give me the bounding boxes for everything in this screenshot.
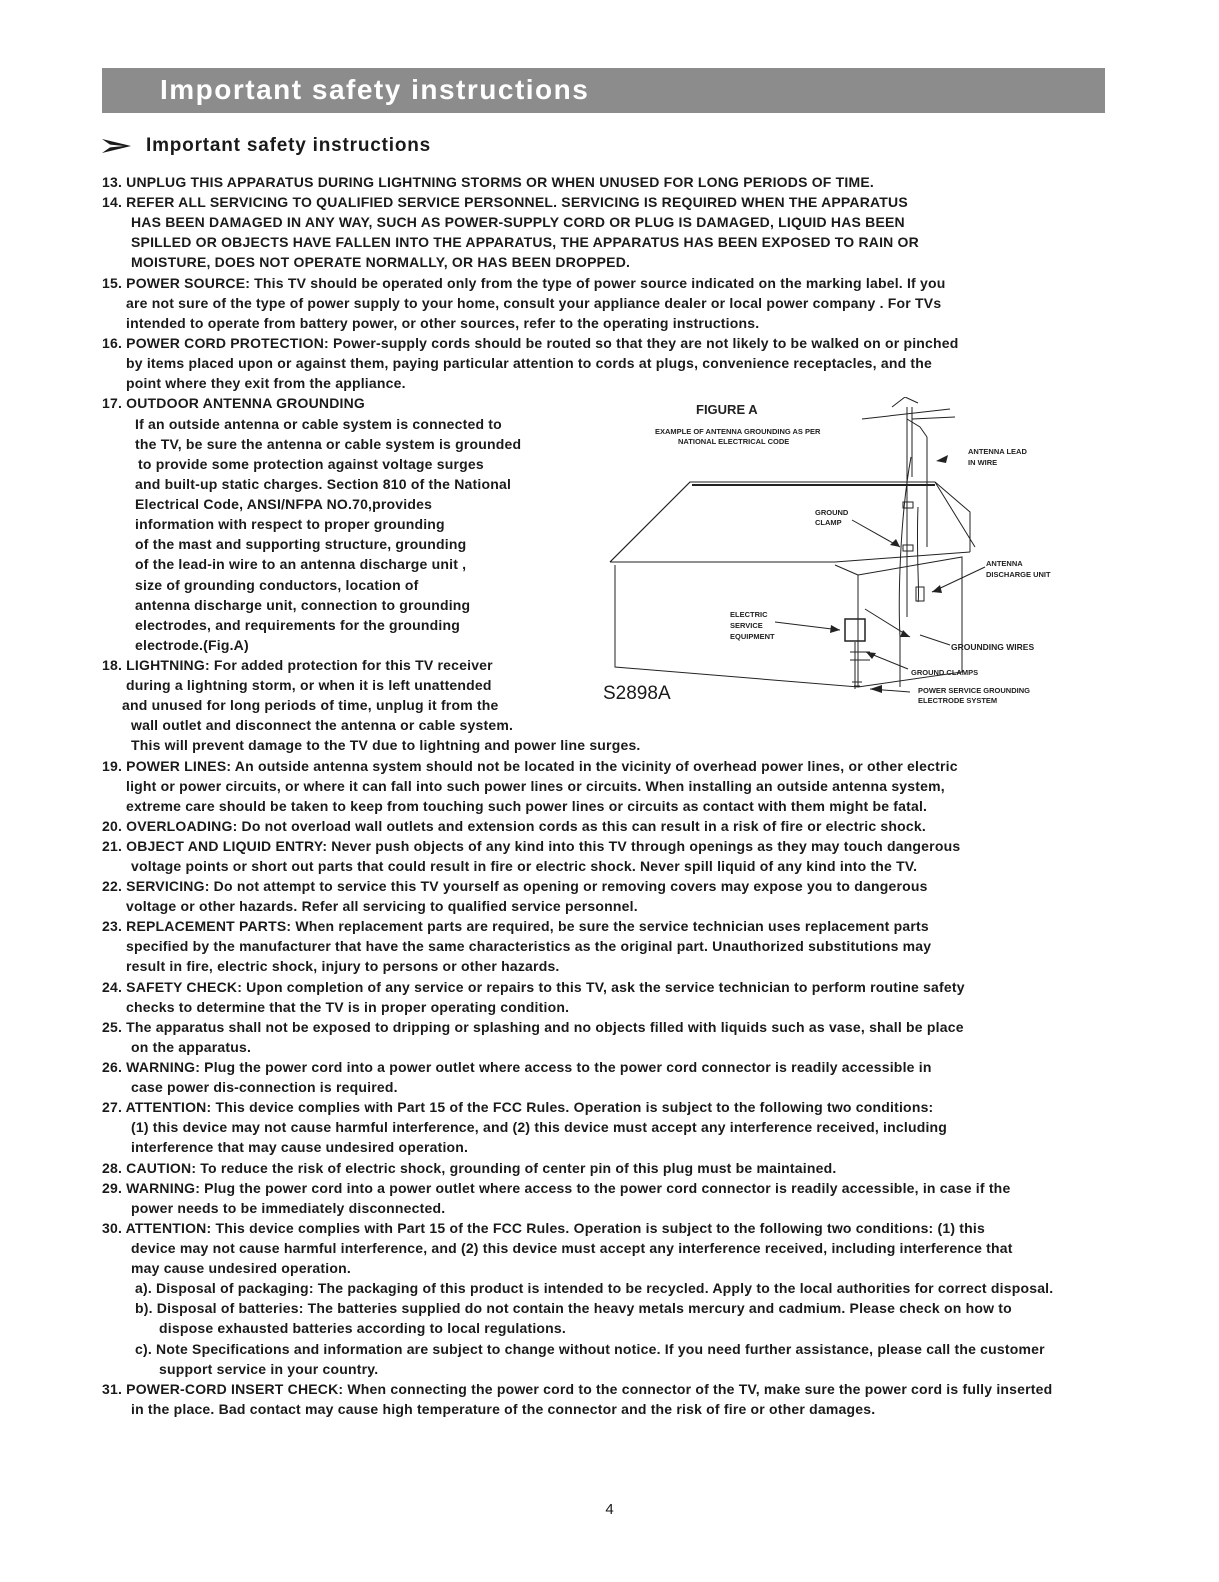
- item-17-line: If an outside antenna or cable system is connected to: [135, 416, 502, 432]
- label-ground-clamp: GROUND: [815, 508, 849, 517]
- item-17-line: antenna discharge unit, connection to grounding: [135, 597, 471, 613]
- item-19-line: light or power circuits, or where it can fall into such power lines or circuits. When installing an outside antenna system,: [126, 778, 945, 794]
- item-16-line: point where they exit from the appliance.: [126, 375, 406, 391]
- item-27-line: (1) this device may not cause harmful interference, and (2) this device must accept any interference received, including: [131, 1119, 948, 1135]
- section-heading-text: Important safety instructions: [146, 135, 432, 156]
- item-13: 13. UNPLUG THIS APPARATUS DURING LIGHTNING STORMS OR WHEN UNUSED FOR LONG PERIODS OF TIME.: [102, 174, 874, 190]
- item-21: 21. OBJECT AND LIQUID ENTRY: Never push objects of any kind into this TV through openings as they may touch dangerous: [102, 838, 961, 854]
- item-25-line: on the apparatus.: [131, 1039, 252, 1055]
- label-electric-service: ELECTRIC: [730, 610, 768, 619]
- item-17-line: of the mast and supporting structure, grounding: [135, 536, 467, 552]
- item-17-line: information with respect to proper grounding: [135, 516, 445, 532]
- item-30-c: c). Note Specifications and information are subject to change without notice. If you need further assistance, please call the customer: [135, 1341, 1045, 1357]
- figure-caption-2: NATIONAL ELECTRICAL CODE: [678, 437, 790, 446]
- item-15-line: intended to operate from battery power, or other sources, refer to the operating instructions.: [126, 315, 760, 331]
- item-27: 27. ATTENTION: This device complies with Part 15 of the FCC Rules. Operation is subject to the following two conditions:: [102, 1099, 934, 1115]
- item-29-line: power needs to be immediately disconnected.: [131, 1200, 446, 1216]
- item-24: 24. SAFETY CHECK: Upon completion of any service or repairs to this TV, ask the service technician to perform routine safety: [102, 979, 965, 995]
- item-30-b: b). Disposal of batteries: The batteries supplied do not contain the heavy metals mercury and cadmium. Please check on how to: [135, 1300, 1012, 1316]
- item-19: 19. POWER LINES: An outside antenna system should not be located in the vicinity of overhead power lines, or other electric: [102, 758, 958, 774]
- item-18: 18. LIGHTNING: For added protection for this TV receiver: [102, 657, 493, 673]
- model-number: S2898A: [603, 683, 671, 704]
- house-diagram: [600, 397, 1080, 717]
- item-30-a: a). Disposal of packaging: The packaging of this product is intended to be recycled. Apply to the local authorities for correct disposal.: [135, 1280, 1054, 1296]
- item-17-line: and built-up static charges. Section 810 of the National: [135, 476, 512, 492]
- label-electric-service-2: SERVICE: [730, 621, 763, 630]
- item-15-line: are not sure of the type of power supply to your home, consult your appliance dealer or local power company . For TVs: [126, 295, 942, 311]
- item-17-line: to provide some protection against voltage surges: [138, 456, 484, 472]
- item-31: 31. POWER-CORD INSERT CHECK: When connecting the power cord to the connector of the TV, make sure the power cord is fully inserted: [102, 1381, 1053, 1397]
- item-17-line: of the lead-in wire to an antenna discharge unit ,: [135, 556, 467, 572]
- item-25: 25. The apparatus shall not be exposed to dripping or splashing and no objects filled with liquids such as vase, shall be place: [102, 1019, 964, 1035]
- item-14: 14. REFER ALL SERVICING TO QUALIFIED SERVICE PERSONNEL. SERVICING IS REQUIRED WHEN THE APPARATUS: [102, 194, 908, 210]
- label-grounding-wires: GROUNDING WIRES: [951, 642, 1035, 652]
- item-26-line: case power dis-connection is required.: [131, 1079, 398, 1095]
- item-15: 15. POWER SOURCE: This TV should be operated only from the type of power source indicated on the marking label. If you: [102, 275, 946, 291]
- item-30-b-line: dispose exhausted batteries according to local regulations.: [159, 1320, 567, 1336]
- arrow-icon: [102, 138, 132, 154]
- item-29: 29. WARNING: Plug the power cord into a power outlet where access to the power cord connector is readily accessible, in case if the: [102, 1180, 1011, 1196]
- item-16-line: by items placed upon or against them, paying particular attention to cords at plugs, convenience receptacles, and the: [126, 355, 933, 371]
- item-17: 17. OUTDOOR ANTENNA GROUNDING: [102, 395, 365, 411]
- item-21-line: voltage points or short out parts that could result in fire or electric shock. Never spill liquid of any kind into the TV.: [131, 858, 918, 874]
- item-22: 22. SERVICING: Do not attempt to service this TV yourself as opening or removing covers may expose you to dangerous: [102, 878, 928, 894]
- item-31-line: in the place. Bad contact may cause high temperature of the connector and the risk of fire or other damages.: [131, 1401, 876, 1417]
- label-power-service: POWER SERVICE GROUNDING: [918, 686, 1030, 695]
- item-23: 23. REPLACEMENT PARTS: When replacement parts are required, be sure the service technician uses replacement parts: [102, 918, 929, 934]
- label-ground-clamps: GROUND CLAMPS: [911, 668, 979, 677]
- item-18-line: wall outlet and disconnect the antenna or cable system.: [131, 717, 514, 733]
- label-power-service-2: ELECTRODE SYSTEM: [918, 696, 998, 705]
- item-30-c-line: support service in your country.: [159, 1361, 379, 1377]
- item-30-line: device may not cause harmful interference, and (2) this device must accept any interference received, including interference that: [131, 1240, 1013, 1256]
- item-26: 26. WARNING: Plug the power cord into a power outlet where access to the power cord connector is readily accessible in: [102, 1059, 932, 1075]
- item-17-line: size of grounding conductors, location of: [135, 577, 419, 593]
- item-18-line: and unused for long periods of time, unplug it from the: [122, 697, 499, 713]
- label-electric-service-3: EQUIPMENT: [730, 632, 775, 641]
- item-14-line: HAS BEEN DAMAGED IN ANY WAY, SUCH AS POWER-SUPPLY CORD OR PLUG IS DAMAGED, LIQUID HAS BEEN: [131, 214, 905, 230]
- label-ground-clamp-2: CLAMP: [815, 518, 842, 527]
- item-23-line: specified by the manufacturer that have the same characteristics as the original part. Unauthorized substitutions may: [126, 938, 932, 954]
- figure-title: FIGURE A: [696, 402, 758, 417]
- label-discharge-unit: ANTENNA: [986, 559, 1023, 568]
- item-22-line: voltage or other hazards. Refer all servicing to qualified service personnel.: [126, 898, 638, 914]
- label-antenna-lead-2: IN WIRE: [968, 458, 998, 467]
- item-23-line: result in fire, electric shock, injury to persons or other hazards.: [126, 958, 560, 974]
- page-number: 4: [605, 1501, 614, 1518]
- item-28: 28. CAUTION: To reduce the risk of electric shock, grounding of center pin of this plug must be maintained.: [102, 1160, 837, 1176]
- header-banner: [102, 68, 1105, 113]
- page-title: Important safety instructions: [160, 74, 590, 105]
- item-19-line: extreme care should be taken to keep from touching such power lines or circuits as contact with them might be fatal.: [126, 798, 928, 814]
- item-30-line: may cause undesired operation.: [131, 1260, 351, 1276]
- item-16: 16. POWER CORD PROTECTION: Power-supply cords should be routed so that they are not likely to be walked on or pinched: [102, 335, 959, 351]
- item-17-line: the TV, be sure the antenna or cable system is grounded: [135, 436, 522, 452]
- item-17-line: electrode.(Fig.A): [135, 637, 249, 653]
- item-17-line: Electrical Code, ANSI/NFPA NO.70,provides: [135, 496, 433, 512]
- item-24-line: checks to determine that the TV is in proper operating condition.: [126, 999, 570, 1015]
- item-27-line: interference that may cause undesired operation.: [131, 1139, 469, 1155]
- item-30: 30. ATTENTION: This device complies with Part 15 of the FCC Rules. Operation is subject to the following two conditions: (1) this: [102, 1220, 985, 1236]
- item-14-line: SPILLED OR OBJECTS HAVE FALLEN INTO THE APPARATUS, THE APPARATUS HAS BEEN EXPOSED TO RAIN OR: [131, 234, 919, 250]
- item-18-line: This will prevent damage to the TV due to lightning and power line surges.: [131, 737, 641, 753]
- item-18-line: during a lightning storm, or when it is left unattended: [126, 677, 492, 693]
- item-14-line: MOISTURE, DOES NOT OPERATE NORMALLY, OR HAS BEEN DROPPED.: [131, 254, 631, 270]
- label-discharge-unit-2: DISCHARGE UNIT: [986, 570, 1051, 579]
- antenna-grounding-figure: [600, 397, 1080, 717]
- label-antenna-lead: ANTENNA LEAD: [968, 447, 1027, 456]
- item-17-line: electrodes, and requirements for the grounding: [135, 617, 461, 633]
- item-20: 20. OVERLOADING: Do not overload wall outlets and extension cords as this can result in a risk of fire or electric shock.: [102, 818, 926, 834]
- figure-caption: EXAMPLE OF ANTENNA GROUNDING AS PER: [655, 427, 821, 436]
